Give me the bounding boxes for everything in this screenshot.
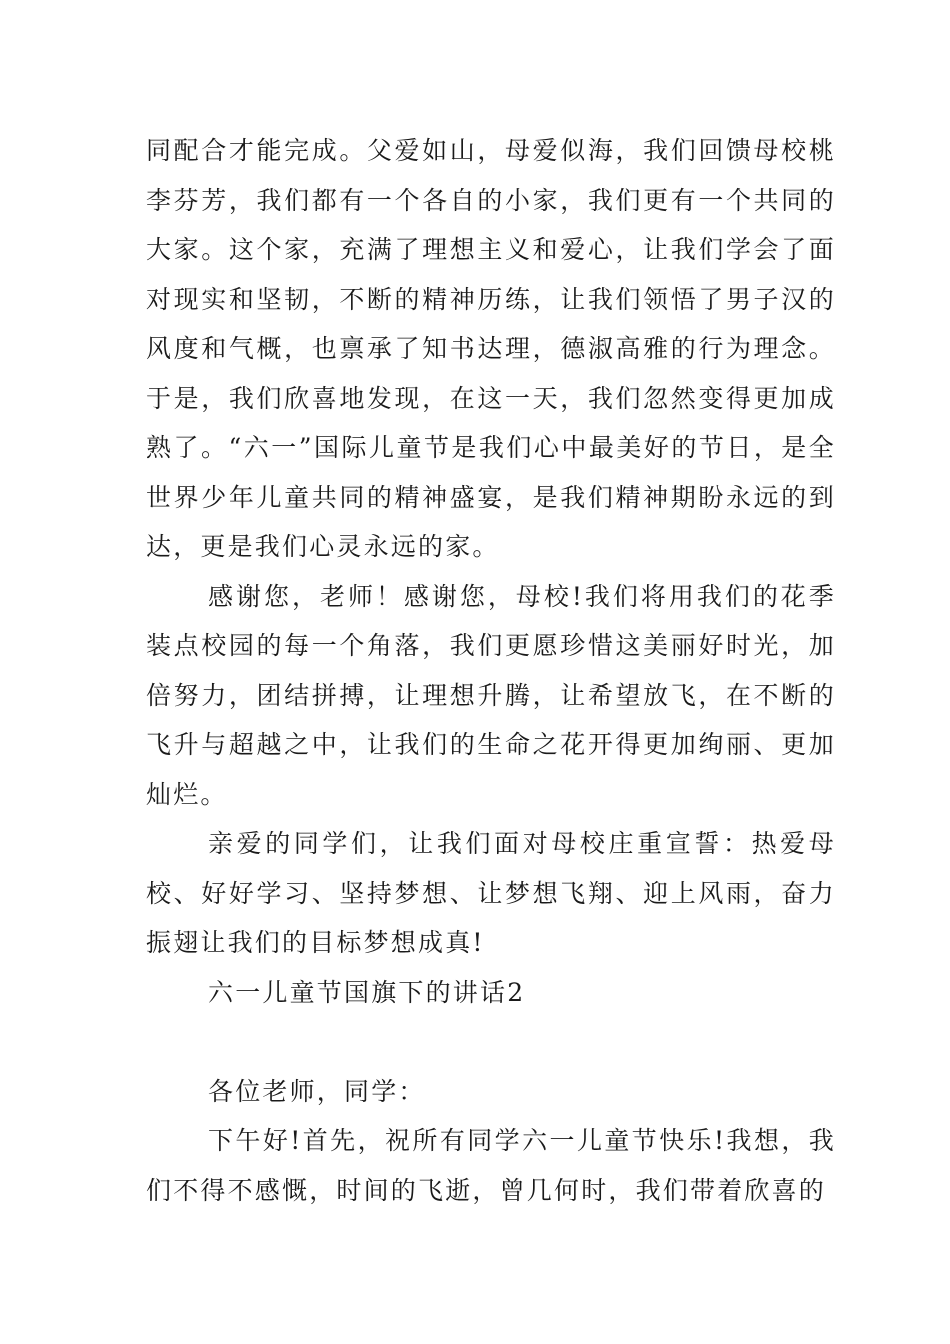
paragraph-thanks: 感谢您，老师！感谢您，母校!我们将用我们的花季装点校园的每一个角落，我们更愿珍惜这美丽好时光，加倍努力，团结拼搏，让理想升腾，让希望放飞，在不断的飞升与超越之中，让我们的生命之花开得更加绚丽、更加灿烂。 bbox=[146, 581, 836, 809]
greeting-line: 各位老师，同学： bbox=[208, 1076, 426, 1106]
section-title: 六一儿童节国旗下的讲话2 bbox=[208, 977, 526, 1007]
paragraph-oath: 亲爱的同学们，让我们面对母校庄重宣誓：热爱母校、好好学习、坚持梦想、让梦想飞翔、迎上风雨，奋力振翅让我们的目标梦想成真! bbox=[146, 829, 836, 957]
blank-line bbox=[146, 1017, 836, 1067]
paragraph-opening: 下午好!首先，祝所有同学六一儿童节快乐!我想，我们不得不感慨，时间的飞逝，曾几何时，我们带着欣喜的 bbox=[146, 1126, 836, 1205]
document-body bbox=[146, 126, 836, 1215]
paragraph-continuation: 同配合才能完成。父爱如山，母爱似海，我们回馈母校桃李芬芳，我们都有一个各自的小家，我们更有一个共同的大家。这个家，充满了理想主义和爱心，让我们学会了面对现实和坚韧，不断的精神历练，让我们领悟了男子汉的风度和气概，也禀承了知书达理，德淑高雅的行为理念。于是，我们欣喜地发现，在这一天，我们忽然变得更加成熟了。“六一”国际儿童节是我们心中最美好的节日，是全世界少年儿童共同的精神盛宴，是我们精神期盼永远的到达，更是我们心灵永远的家。 bbox=[146, 136, 836, 561]
